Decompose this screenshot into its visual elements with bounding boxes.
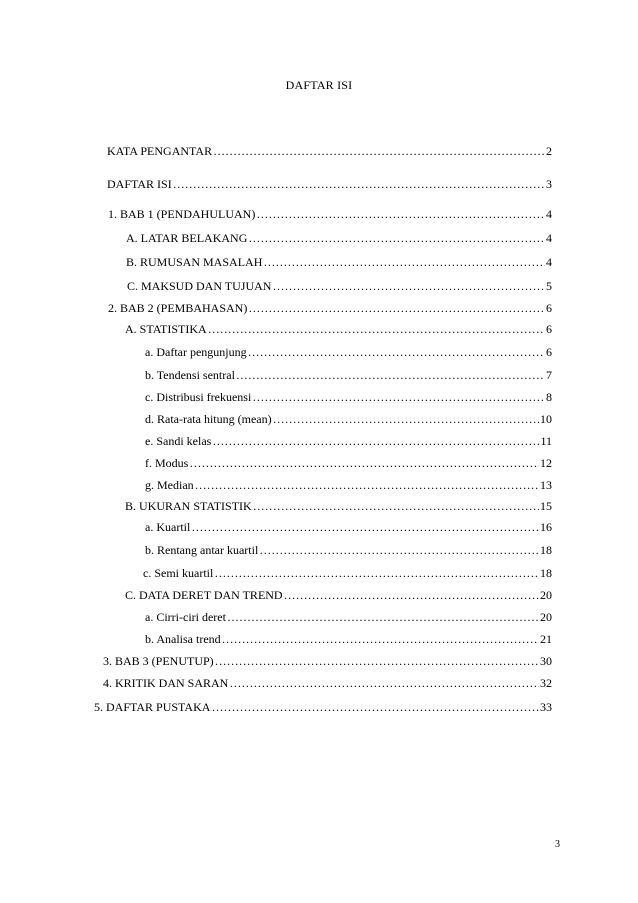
toc-entry-page: 2: [546, 144, 552, 158]
toc-entry-page: 4: [546, 231, 552, 245]
toc-entry-latar-belakang: [126, 230, 552, 246]
toc-entry-page: 3: [546, 177, 552, 191]
toc-entry-label: DAFTAR ISI: [107, 177, 172, 191]
toc-entry-kuartil: [145, 519, 552, 535]
toc-entry-page: 13: [540, 478, 552, 492]
toc-entry-label: C. DATA DERET DAN TREND: [125, 588, 283, 602]
toc-entry-label: b. Analisa trend: [145, 632, 221, 646]
toc-entry-daftar-pengunjung: [145, 344, 552, 360]
dot-leader: [195, 477, 539, 493]
toc-entry-page: 11: [540, 434, 552, 448]
toc-entry-label: 4. KRITIK DAN SARAN: [103, 676, 229, 690]
toc-entry-label: d. Rata-rata hitung (mean): [145, 412, 272, 426]
dot-leader: [259, 542, 539, 558]
toc-entry-label: C. MAKSUD DAN TUJUAN: [127, 279, 272, 293]
toc-entry-label: 5. DAFTAR PUSTAKA: [94, 700, 211, 714]
dot-leader: [248, 300, 545, 316]
toc-entry-bab-3: [103, 653, 552, 669]
dot-leader: [211, 699, 539, 715]
toc-entry-analisa-trend: [145, 631, 552, 647]
toc-entry-label: 3. BAB 3 (PENUTUP): [103, 654, 214, 668]
toc-entry-page: 4: [546, 207, 552, 221]
dot-leader: [236, 367, 545, 383]
toc-entry-page: 16: [540, 520, 552, 534]
toc-entry-sandi-kelas: [145, 433, 552, 449]
dot-leader: [212, 433, 539, 449]
toc-entry-bab-1: [108, 206, 552, 222]
dot-leader: [252, 389, 545, 405]
toc-entry-page: 10: [540, 412, 552, 426]
dot-leader: [253, 498, 539, 514]
dot-leader: [248, 344, 545, 360]
toc-entry-modus: [145, 455, 552, 471]
toc-entry-label: b. Rentang antar kuartil: [145, 543, 259, 557]
toc-entry-daftar-isi: [107, 176, 552, 192]
toc-entry-label: c. Semi kuartil: [143, 566, 214, 580]
page-title: DAFTAR ISI: [285, 78, 353, 92]
dot-leader: [263, 254, 545, 270]
toc-entry-statistika: [125, 321, 552, 337]
toc-entry-label: 2. BAB 2 (PEMBAHASAN): [108, 301, 248, 315]
toc-entry-page: 33: [540, 700, 552, 714]
dot-leader: [191, 519, 539, 535]
toc-entry-label: f. Modus: [145, 456, 189, 470]
toc-entry-page: 20: [540, 588, 552, 602]
toc-entry-page: 6: [546, 345, 552, 359]
toc-entry-semi-kuartil: [143, 565, 552, 581]
toc-entry-page: 21: [540, 632, 552, 646]
dot-leader: [222, 631, 539, 647]
toc-entry-rata-rata-hitung: [145, 411, 552, 427]
toc-entry-page: 32: [540, 676, 552, 690]
toc-entry-label: a. Cirri-ciri deret: [145, 610, 226, 624]
toc-entry-label: a. Daftar pengunjung: [145, 345, 247, 359]
dot-leader: [208, 321, 545, 337]
toc-entry-label: A. LATAR BELAKANG: [126, 231, 248, 245]
toc-entry-label: B. UKURAN STATISTIK: [125, 499, 252, 513]
toc-entry-rentang-antar-kuartil: [145, 542, 552, 558]
toc-entry-tendensi-sentral: [145, 367, 552, 383]
page-number: 3: [555, 839, 560, 850]
dot-leader: [248, 230, 545, 246]
toc-entry-page: 15: [540, 499, 552, 513]
toc-entry-page: 12: [540, 456, 552, 470]
toc-entry-page: 6: [546, 301, 552, 315]
toc-entry-page: 8: [546, 390, 552, 404]
toc-entry-ukuran-statistik: [125, 498, 552, 514]
toc-entry-page: 30: [540, 654, 552, 668]
toc-entry-kata-pengantar: [107, 143, 552, 159]
toc-entry-page: 18: [540, 543, 552, 557]
toc-entry-rumusan-masalah: [126, 254, 552, 270]
dot-leader: [189, 455, 539, 471]
toc-entry-page: 7: [546, 368, 552, 382]
toc-entry-label: b. Tendensi sentral: [145, 368, 235, 382]
toc-entry-page: 6: [546, 322, 552, 336]
toc-entry-label: KATA PENGANTAR: [107, 144, 213, 158]
toc-entry-distribusi-frekuensi: [145, 389, 552, 405]
toc-entry-page: 5: [546, 279, 552, 293]
dot-leader: [215, 653, 539, 669]
dot-leader: [227, 609, 539, 625]
dot-leader: [256, 206, 545, 222]
toc-entry-label: c. Distribusi frekuensi: [145, 390, 252, 404]
toc-entry-ciri-ciri-deret: [145, 609, 552, 625]
toc-entry-page: 18: [540, 566, 552, 580]
toc-entry-page: 20: [540, 610, 552, 624]
dot-leader: [272, 278, 545, 294]
dot-leader: [173, 176, 545, 192]
toc-entry-data-deret-dan-trend: [125, 587, 552, 603]
dot-leader: [213, 143, 545, 159]
toc-entry-label: g. Median: [145, 478, 194, 492]
toc-entry-kritik-dan-saran: [103, 675, 552, 691]
dot-leader: [229, 675, 539, 691]
toc-entry-label: B. RUMUSAN MASALAH: [126, 255, 263, 269]
toc-entry-maksud-dan-tujuan: [127, 278, 552, 294]
toc-entry-daftar-pustaka: [94, 699, 552, 715]
toc-entry-label: 1. BAB 1 (PENDAHULUAN): [108, 207, 256, 221]
toc-entry-bab-2: [108, 300, 552, 316]
dot-leader: [284, 587, 539, 603]
toc-entry-label: a. Kuartil: [145, 520, 191, 534]
toc-entry-page: 4: [546, 255, 552, 269]
toc-entry-median: [145, 477, 552, 493]
dot-leader: [273, 411, 539, 427]
toc-entry-label: e. Sandi kelas: [145, 434, 212, 448]
toc-entry-label: A. STATISTIKA: [125, 322, 207, 336]
dot-leader: [214, 565, 539, 581]
